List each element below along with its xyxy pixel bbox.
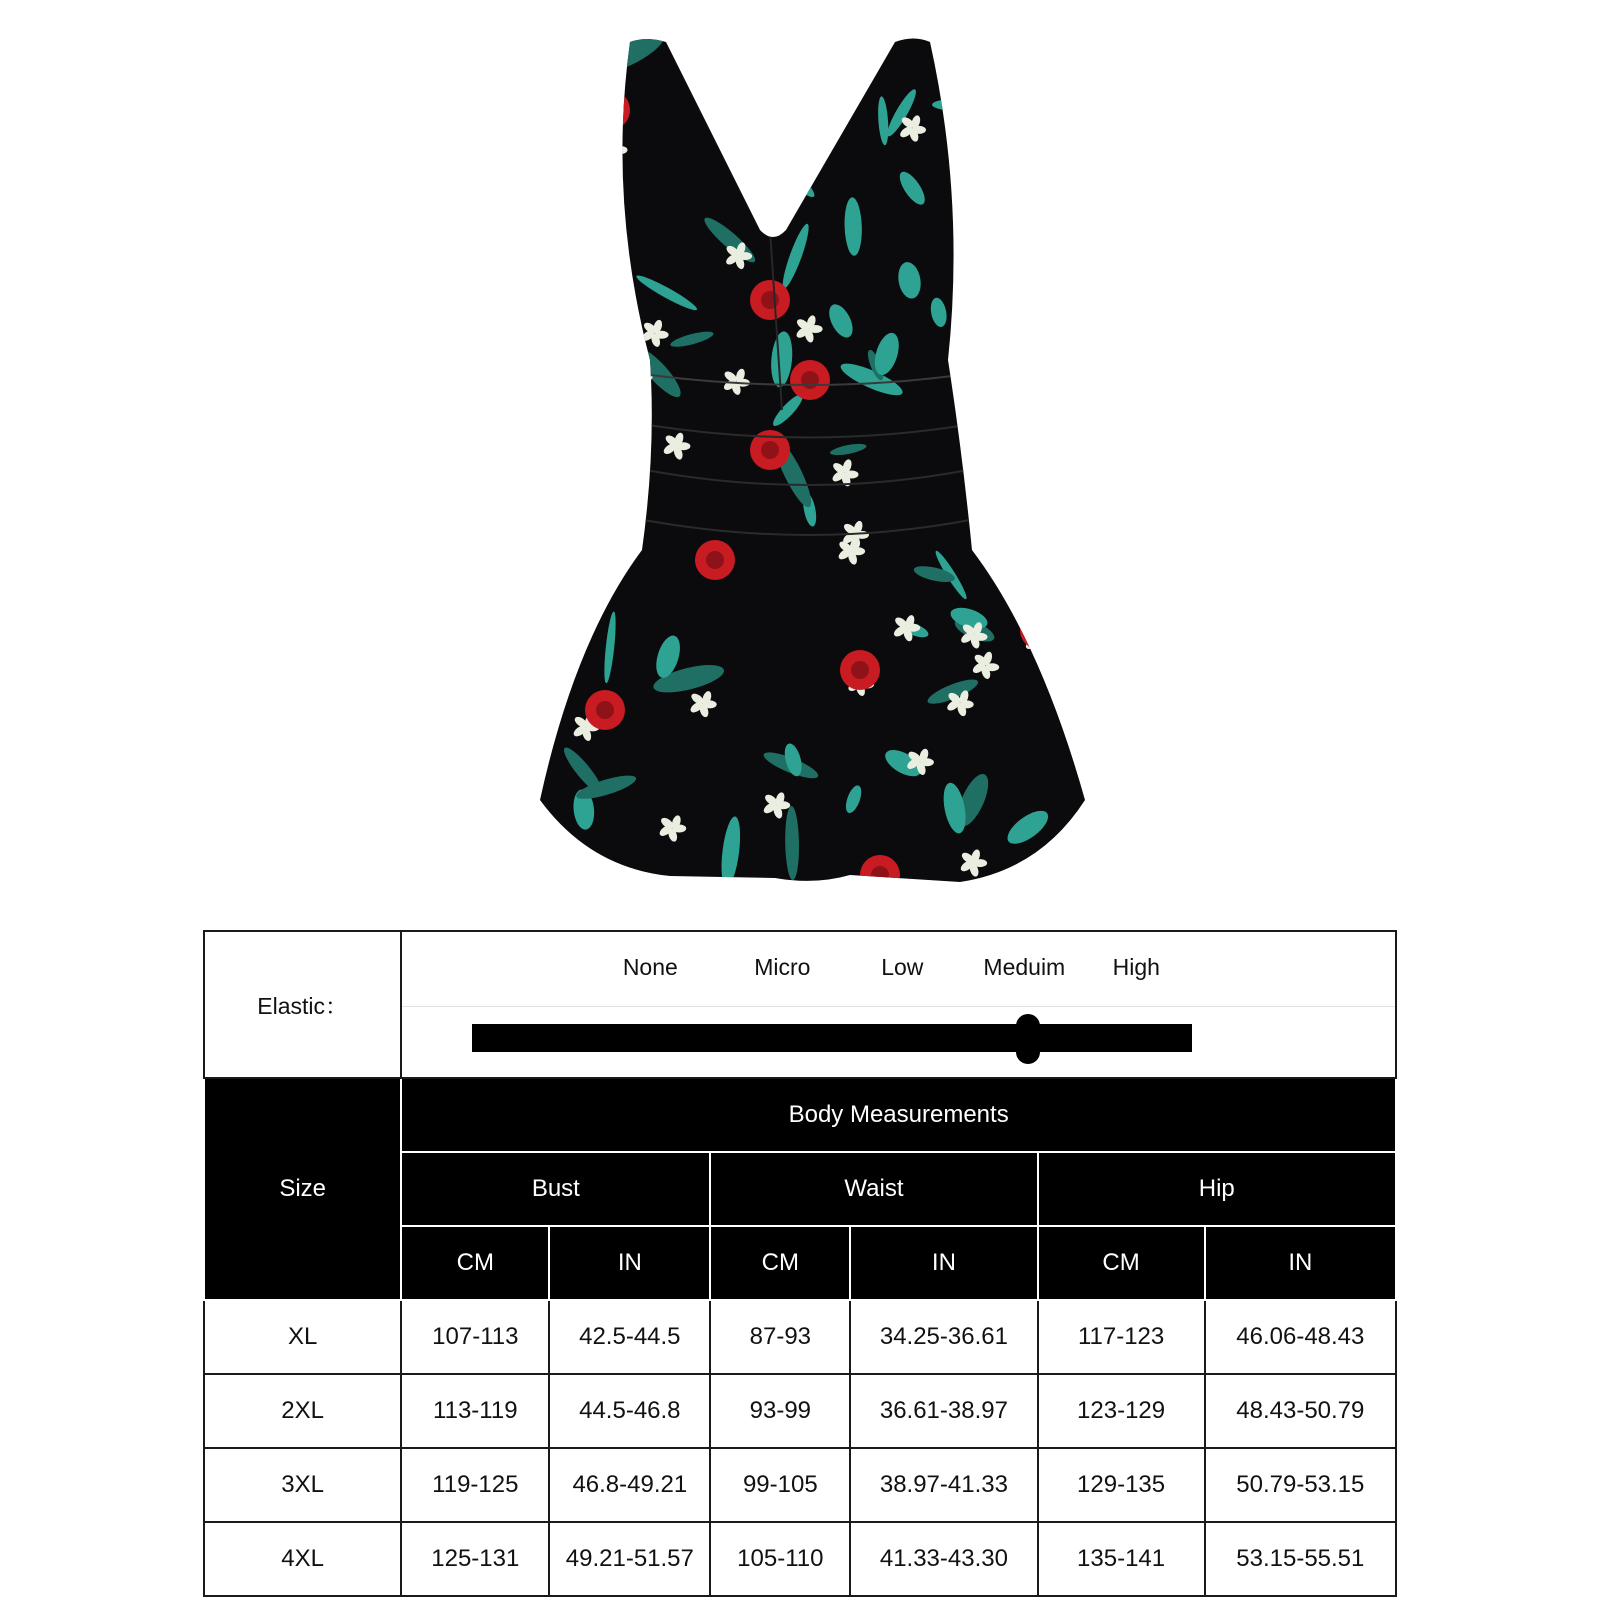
elasticity-divider bbox=[402, 1006, 1395, 1007]
white-flower-petal bbox=[578, 530, 594, 545]
white-flower-petal bbox=[1059, 380, 1071, 396]
hip-cm-cell: 129-135 bbox=[1038, 1448, 1205, 1522]
white-flower-petal bbox=[536, 188, 552, 203]
leaf-motif bbox=[711, 56, 734, 89]
hip-header: Hip bbox=[1038, 1152, 1396, 1226]
white-flower-petal bbox=[1052, 368, 1068, 383]
leaf-motif bbox=[789, 81, 834, 104]
waist-in-cell: 41.33-43.30 bbox=[850, 1522, 1037, 1596]
white-flower-petal bbox=[1050, 38, 1066, 53]
white-flower-petal bbox=[1062, 48, 1076, 56]
red-rose-center bbox=[601, 101, 619, 119]
elasticity-level-high: High bbox=[1112, 954, 1160, 980]
white-flower-petal bbox=[601, 136, 617, 151]
waist-in-header: IN bbox=[850, 1226, 1037, 1300]
leaf-motif bbox=[1059, 526, 1079, 573]
white-flower-petal bbox=[541, 507, 557, 522]
hip-cm-header: CM bbox=[1038, 1226, 1205, 1300]
leaf-motif bbox=[774, 107, 802, 140]
leaf-motif bbox=[520, 330, 574, 360]
leaf-motif bbox=[1008, 324, 1050, 342]
table-row bbox=[204, 1300, 1396, 1374]
white-flower-petal bbox=[551, 511, 563, 527]
white-flower-petal bbox=[1057, 701, 1073, 716]
white-flower-petal bbox=[1051, 377, 1067, 392]
white-flower-petal bbox=[625, 373, 641, 388]
white-flower-petal bbox=[970, 265, 982, 281]
white-flower-petal bbox=[538, 216, 550, 232]
leaf-motif bbox=[547, 324, 591, 380]
white-flower-petal bbox=[556, 510, 570, 518]
bust-cm-cell: 113-119 bbox=[401, 1374, 549, 1448]
size-cell: XL bbox=[204, 1300, 401, 1374]
white-flower-petal bbox=[614, 146, 628, 154]
white-flower-petal bbox=[958, 275, 974, 290]
hip-cm-cell: 117-123 bbox=[1038, 1300, 1205, 1374]
leaf-motif bbox=[932, 99, 981, 111]
white-flower-petal bbox=[579, 147, 595, 162]
white-flower-petal bbox=[530, 117, 546, 132]
product-image bbox=[520, 30, 1110, 910]
white-flower-petal bbox=[541, 215, 555, 223]
hip-in-cell: 48.43-50.79 bbox=[1205, 1374, 1396, 1448]
leaf-motif bbox=[527, 424, 553, 475]
white-flower-petal bbox=[528, 123, 544, 138]
white-flower-petal bbox=[587, 532, 599, 548]
bust-in-header: IN bbox=[549, 1226, 710, 1300]
bust-in-cell: 42.5-44.5 bbox=[549, 1300, 710, 1374]
white-flower-petal bbox=[972, 276, 986, 284]
elasticity-level-meduim: Meduim bbox=[983, 954, 1066, 980]
white-flower-petal bbox=[543, 126, 557, 134]
white-flower-petal bbox=[579, 521, 595, 536]
white-flower-petal bbox=[599, 143, 615, 158]
elastic-label-cell bbox=[204, 931, 401, 1078]
white-flower-petal bbox=[633, 375, 645, 391]
white-flower-petal bbox=[966, 278, 978, 294]
bust-header: Bust bbox=[401, 1152, 710, 1226]
white-flower-petal bbox=[543, 500, 559, 515]
waist-cm-cell: 99-105 bbox=[710, 1448, 850, 1522]
leaf-motif bbox=[1052, 458, 1084, 485]
white-flower-petal bbox=[554, 499, 566, 515]
white-flower-petal bbox=[540, 204, 552, 220]
leaf-motif bbox=[524, 643, 566, 697]
bust-in-cell: 49.21-51.57 bbox=[549, 1522, 710, 1596]
white-flower-petal bbox=[1060, 38, 1072, 54]
bust-cm-cell: 125-131 bbox=[401, 1522, 549, 1596]
white-flower-petal bbox=[592, 530, 606, 538]
white-flower-petal bbox=[1048, 46, 1064, 61]
red-rose bbox=[590, 90, 630, 130]
elasticity-level-none: None bbox=[622, 954, 678, 980]
leaf-motif bbox=[573, 157, 600, 211]
leaf-motif bbox=[562, 288, 614, 312]
table-row bbox=[204, 1522, 1396, 1596]
table-row bbox=[204, 1374, 1396, 1448]
waist-in-cell: 38.97-41.33 bbox=[850, 1448, 1037, 1522]
waist-cm-cell: 105-110 bbox=[710, 1522, 850, 1596]
white-flower-petal bbox=[608, 147, 620, 163]
leaf-motif bbox=[757, 73, 807, 150]
white-flower-petal bbox=[587, 462, 599, 478]
waist-cm-cell: 87-93 bbox=[710, 1300, 850, 1374]
elasticity-level-low: Low bbox=[881, 954, 924, 980]
waist-in-cell: 36.61-38.97 bbox=[850, 1374, 1037, 1448]
hip-in-cell: 50.79-53.15 bbox=[1205, 1448, 1396, 1522]
white-flower-petal bbox=[637, 363, 649, 379]
leaf-motif bbox=[591, 375, 621, 453]
bust-in-cell: 44.5-46.8 bbox=[549, 1374, 710, 1448]
size-header: Size bbox=[204, 1078, 401, 1300]
elasticity-scale bbox=[402, 932, 1395, 1077]
white-flower-petal bbox=[544, 199, 556, 215]
leaf-motif bbox=[1020, 252, 1046, 281]
leaf-motif bbox=[561, 233, 581, 288]
bust-cm-cell: 107-113 bbox=[401, 1300, 549, 1374]
red-rose-center bbox=[706, 551, 724, 569]
elastic-label: Elastic： bbox=[257, 993, 349, 1019]
red-rose bbox=[1020, 610, 1060, 650]
waist-cm-header: CM bbox=[710, 1226, 850, 1300]
table-row bbox=[204, 1448, 1396, 1522]
hip-in-header: IN bbox=[1205, 1226, 1396, 1300]
white-flower-petal bbox=[1065, 378, 1079, 386]
leaf-motif bbox=[771, 156, 818, 201]
elasticity-track bbox=[472, 1024, 1192, 1052]
white-flower-petal bbox=[1062, 367, 1074, 383]
elasticity-level-micro: Micro bbox=[754, 954, 811, 980]
white-flower-petal bbox=[588, 145, 600, 161]
white-flower-petal bbox=[625, 364, 641, 379]
leaf-motif bbox=[596, 334, 619, 406]
size-cell: 4XL bbox=[204, 1522, 401, 1596]
white-flower-petal bbox=[586, 475, 598, 491]
white-flower-petal bbox=[1037, 628, 1049, 644]
hip-in-cell: 46.06-48.43 bbox=[1205, 1300, 1396, 1374]
waist-header: Waist bbox=[710, 1152, 1037, 1226]
elasticity-level-labels bbox=[402, 954, 1395, 984]
size-chart-table bbox=[203, 930, 1397, 1597]
white-flower-petal bbox=[536, 197, 552, 212]
elastic-scale-cell bbox=[401, 931, 1396, 1078]
white-flower-petal bbox=[1026, 629, 1042, 644]
white-flower-petal bbox=[1069, 691, 1081, 707]
red-rose-center bbox=[801, 371, 819, 389]
hip-cm-cell: 135-141 bbox=[1038, 1522, 1205, 1596]
white-flower-petal bbox=[575, 471, 591, 486]
white-flower-petal bbox=[550, 197, 564, 205]
white-flower-petal bbox=[527, 213, 543, 228]
white-flower-petal bbox=[537, 128, 549, 144]
white-flower-petal bbox=[586, 159, 598, 175]
white-flower-petal bbox=[1033, 640, 1045, 656]
leaf-motif bbox=[587, 301, 617, 336]
white-flower-petal bbox=[1058, 693, 1074, 708]
red-rose-center bbox=[851, 661, 869, 679]
white-flower-petal bbox=[1071, 703, 1085, 711]
size-cell: 3XL bbox=[204, 1448, 401, 1522]
hip-cm-cell: 123-129 bbox=[1038, 1374, 1205, 1448]
white-flower-petal bbox=[1058, 51, 1070, 67]
red-rose-center bbox=[1031, 621, 1049, 639]
hip-in-cell: 53.15-55.51 bbox=[1205, 1522, 1396, 1596]
leaf-motif bbox=[566, 98, 605, 113]
white-flower-petal bbox=[1067, 704, 1079, 720]
white-flower-petal bbox=[1038, 638, 1052, 646]
white-flower-petal bbox=[539, 114, 551, 130]
bust-in-cell: 46.8-49.21 bbox=[549, 1448, 710, 1522]
white-flower-petal bbox=[959, 267, 975, 282]
body-measurements-header: Body Measurements bbox=[401, 1078, 1396, 1152]
swimdress-body bbox=[520, 30, 1085, 895]
white-flower-petal bbox=[639, 373, 653, 381]
white-flower-petal bbox=[577, 464, 593, 479]
white-flower-petal bbox=[611, 134, 623, 150]
red-rose-center bbox=[596, 701, 614, 719]
leaf-motif bbox=[556, 45, 614, 89]
bust-cm-header: CM bbox=[401, 1226, 549, 1300]
bust-cm-cell: 119-125 bbox=[401, 1448, 549, 1522]
white-flower-petal bbox=[590, 473, 604, 481]
leaf-motif bbox=[1021, 111, 1048, 161]
white-flower-petal bbox=[590, 520, 602, 536]
elasticity-marker bbox=[1016, 1014, 1040, 1064]
leaf-motif bbox=[574, 203, 601, 242]
white-flower-petal bbox=[592, 156, 606, 164]
white-flower-petal bbox=[529, 205, 545, 220]
leaf-motif bbox=[1053, 290, 1078, 343]
red-rose-center bbox=[761, 291, 779, 309]
size-cell: 2XL bbox=[204, 1374, 401, 1448]
leaf-motif bbox=[973, 182, 1021, 211]
waist-cm-cell: 93-99 bbox=[710, 1374, 850, 1448]
red-rose-center bbox=[761, 441, 779, 459]
waist-in-cell: 34.25-36.61 bbox=[850, 1300, 1037, 1374]
leaf-motif bbox=[572, 328, 605, 351]
red-rose-center bbox=[871, 866, 889, 884]
white-flower-petal bbox=[547, 185, 559, 201]
white-flower-petal bbox=[577, 155, 593, 170]
